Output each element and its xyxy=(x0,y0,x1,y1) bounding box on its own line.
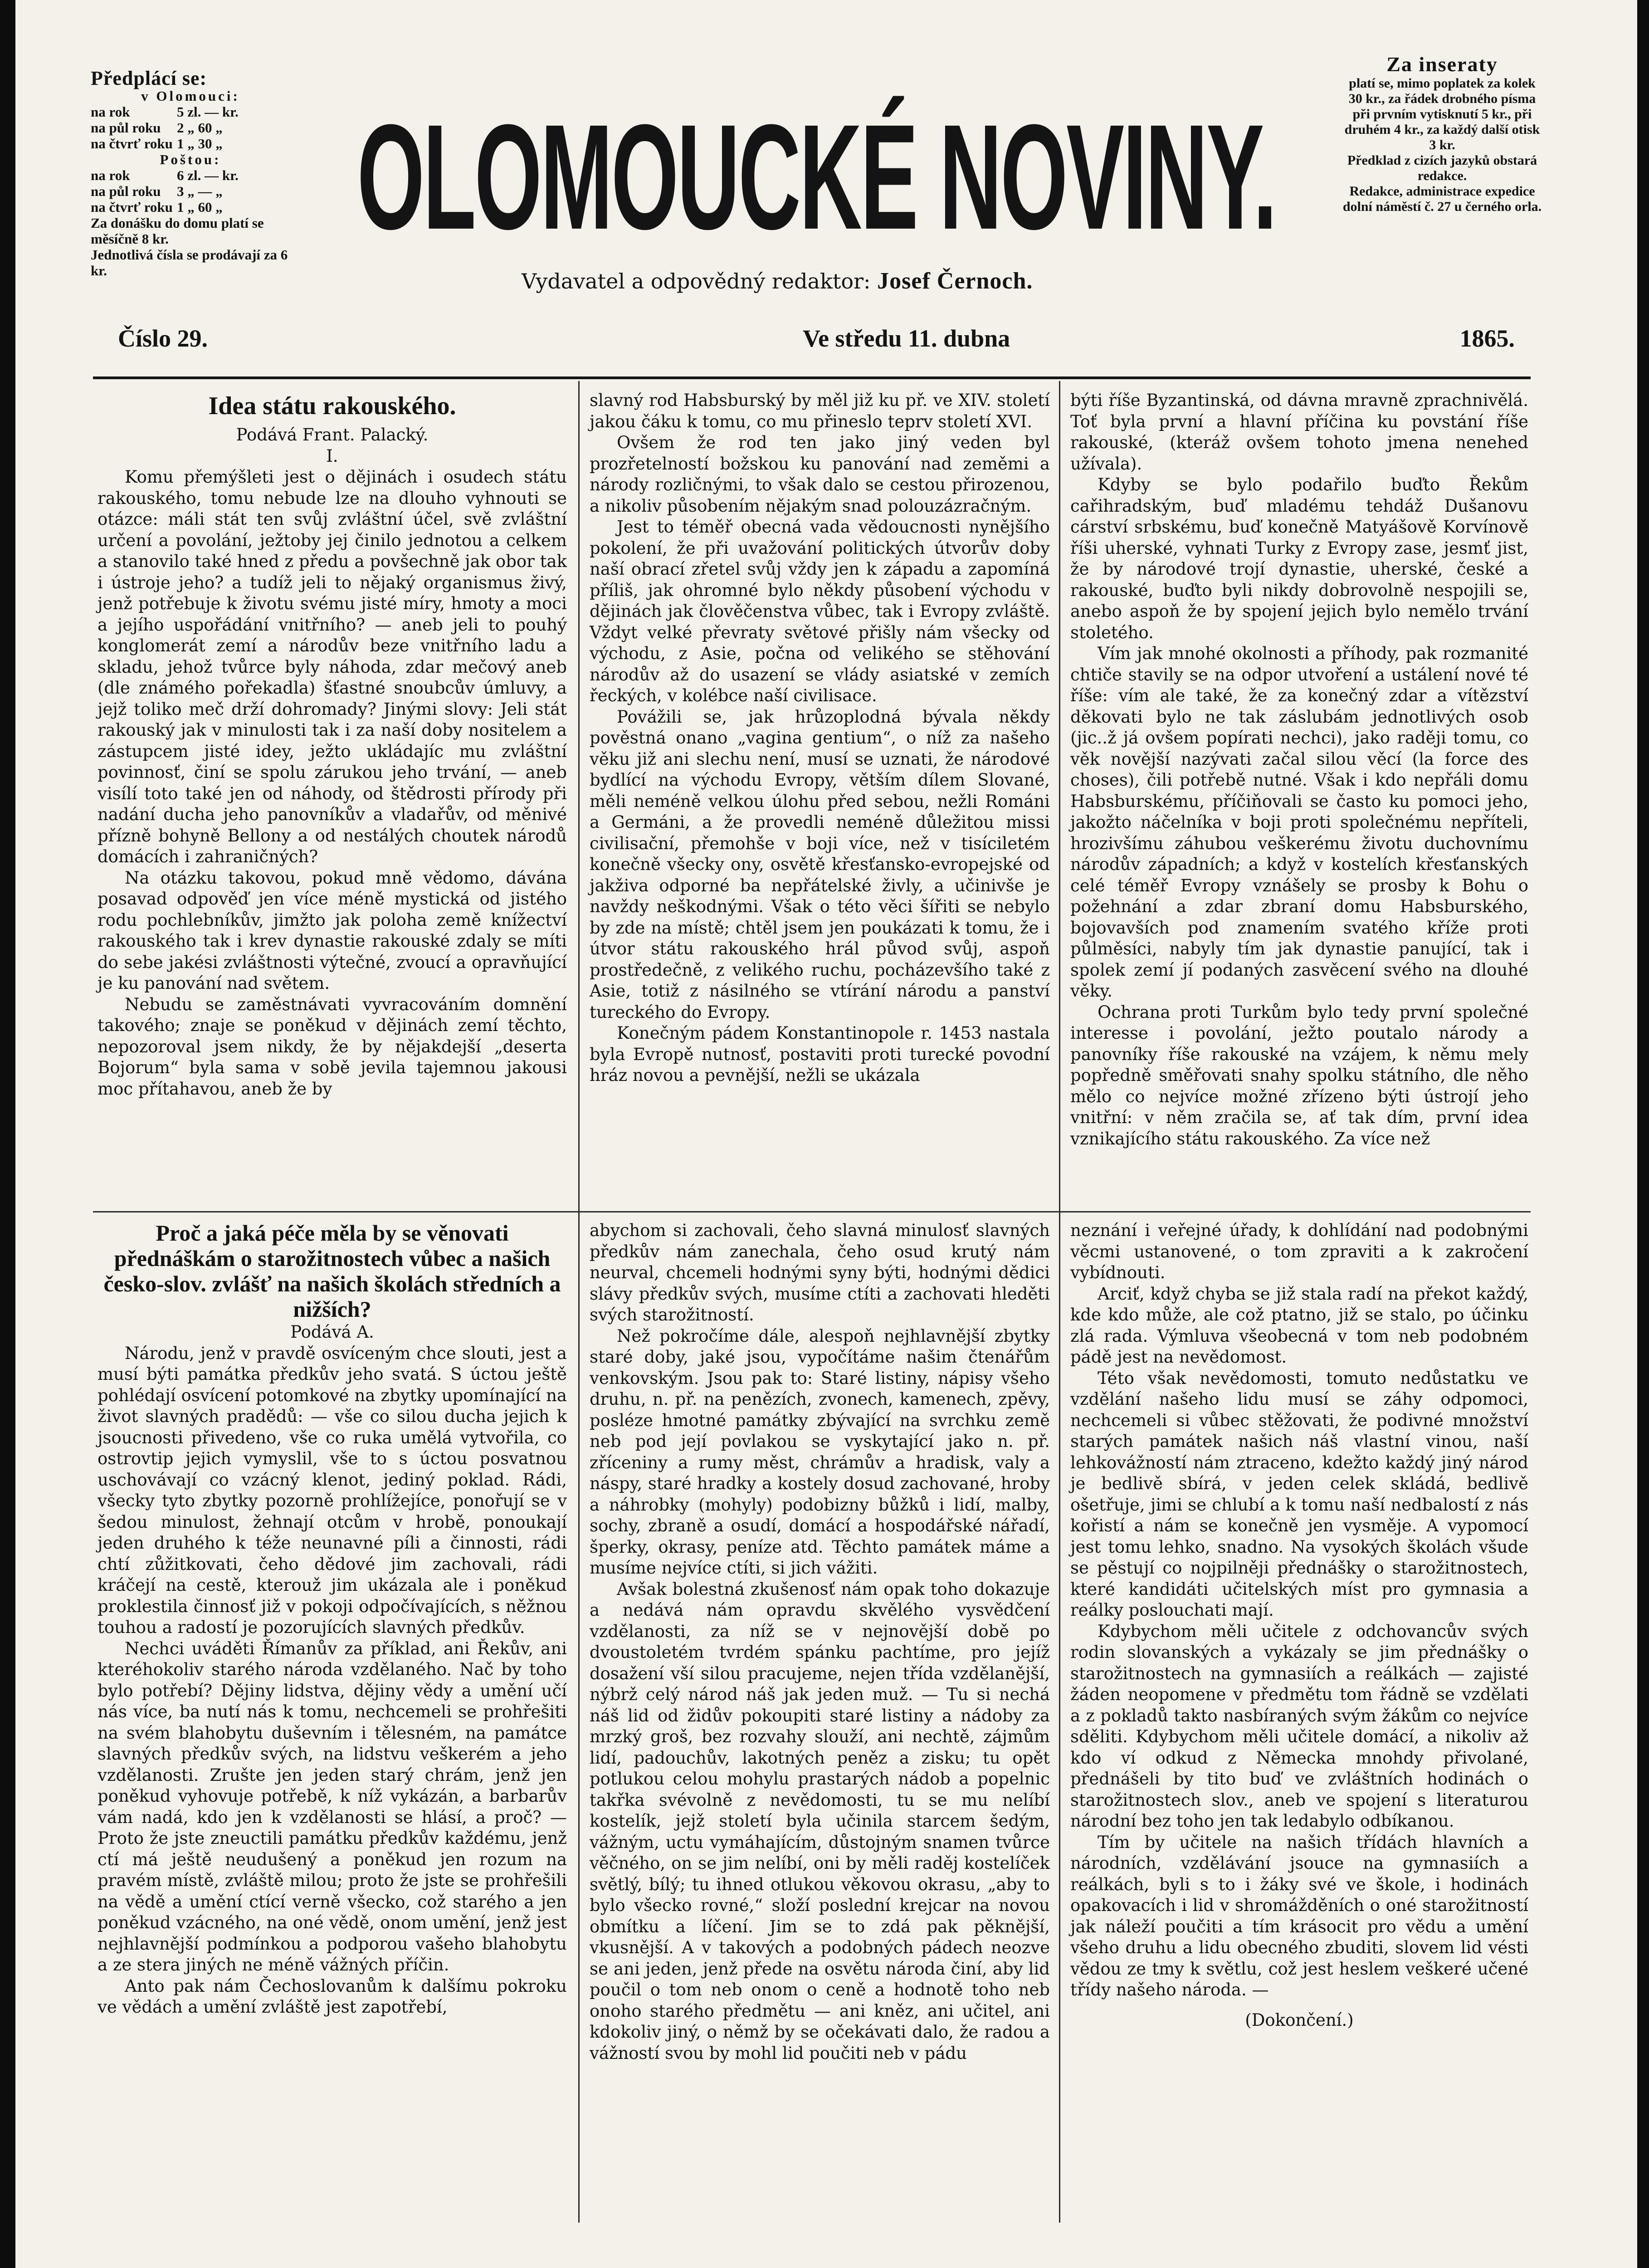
editor-name: Josef Černoch. xyxy=(877,268,1033,294)
single-issue-note: Jednotlivá čísla se prodávají za 6 kr. xyxy=(91,247,288,279)
paragraph: Ochrana proti Turkům bylo tedy první společné interesse i povolání, ježto poutalo národy a panovníky říše rakouské na vzájem, k němu mely popředně směřovati snahy spolku státního, dle něho mělo co nejvíce možné zřízeno býti ústrojí jeho vnitřní: v něm zračila se, ať tak dím, první idea vznikajícího státu rakouského. Za více než xyxy=(1070,1002,1528,1149)
article1-column-2 xyxy=(590,390,1050,1086)
scan-border-right xyxy=(1637,0,1649,2268)
paragraph: Avšak bolestná zkušenosť nám opak toho dokazuje a nedává nám opravdu skvělého vysvědčení vzdělanosti, za níž se v nejnovější době po dvoustoletém tvrdém spánku pachtíme, pro jejíž dosažení vší silou pracujeme, nejen třída vzdělanější, nýbrž celý národ náš jak jeden muž. — Tu si nechá náš lid od židův pokoupiti staré listiny a nádoby za mrzký groš, bez rozvahy slouží, ani nechtě, zájmům lidí, padouchův, lakotných peněz a zisku; tu opět potlukou celou mohylu prastarých nádob a popelnic takřka svévolně z nevědomosti, tu se mu nelíbí kostelík, jejž století byla učinila starcem šedým, vážným, uctu vymáhajícím, důstojným snamen tvůrce věčného, on se jim nelíbí, oni by měli raděj kostelíček světlý, bílý; tu ihned otlukou věkovou okrasu, „aby to bylo všecko rovné,“ složí poslední krejcar na novou obmítku a líčení. Jim se to zdá pak pěknější, vkusnější. A v takových a podobných pádech neozve se ani jeden, jenž přede na osvětu národa činí, aby lid poučil o tom neb onom o ceně a hodnotě toho neb onoho starého předmětu — ani kněz, ani učitel, ani kdokoliv jiný, o němž by se očekávati dalo, že radou a vážností svou by mohl lid poučiti neb v pádu xyxy=(590,1579,1050,2063)
paragraph: Kdyby se bylo podařilo buďto Řekům cařihradským, buď mladému tehdáž Dušanovu cárství srbskému, buď konečně Matyášově Korvínově říši uherské, vyhnati Turky z Evropy zase, jesmť jist, že by národové trojí dynastie, uherské, české a rakouské, buďto byli nikdy dobrovolně nespojili se, anebo aspoň že by spojení jejich bylo nemělo trvání stoletého. xyxy=(1070,475,1528,642)
section-divider xyxy=(93,1211,1531,1212)
column-divider xyxy=(578,381,580,2223)
article2-column-2 xyxy=(590,1220,1050,2064)
subscription-row: na rok 6 zl. — kr. xyxy=(91,167,239,183)
continuation-note: (Dokončení.) xyxy=(1245,2010,1354,2030)
ads-rates: platí se, mimo poplatek za kolek 30 kr., za řádek drobného písma při prvním vytisknutí 5 kr., při druhém 4 kr., za každý další otisk 3 kr. xyxy=(1344,76,1540,152)
paragraph: Vím jak mnohé okolnosti a příhody, pak rozmanité chtiče stavily se na odpor utvoření a ustálení nové té říše: vím ale také, že za konečný zdar a vítězství děkovati bylo ne tak záslubám jednotlivých osob (jic..ž já ovšem popírati nechci), jako raději tomu, co věk novější nazývati začal silou věcí (la force des choses), čili potřebě nutné. Však i kdo nepřáli domu Habsburskému, příčiňovali se často ku pomoci jeho, jakožto náčelníka v boji proti společnému nepříteli, hrozivšímu záhubou veškerému životu duchovnímu národův západních; a když v kostelích křesťanských celé téměř Evropy vznášely se prosby k Bohu o požehnání a zdar zbraní domu Habsburského, bojovavších pod znamením svatého kříže proti půlměsíci, nabyly tím jak dynastie panující, tak i spolek zemí jí podaných zasvěcení svého na dlouhé věky. xyxy=(1070,644,1528,1001)
paragraph: Tím by učitele na našich třídách hlavních a národních, vzdělávání jsouce na gymnasiích a reálkách, byli s to i žáky své ve škole, i hodinách opakovacích i lid v shromážděních o oné starožitností jak náleží poučiti a tím krásocit pro vědu a umění všeho druhu a lidu obecného zbuditi, slovem lid vésti vědou ze tmy k světlu, což jest heslem veškeré učené třídy našeho národa. — xyxy=(1070,1832,1528,1999)
article2-title: Proč a jaká péče měla by se věnovati přednáškám o starožitnostech vůbec a našich česko-slov. zvlášť na našich školách středních a nižších? xyxy=(103,1220,561,1322)
subscription-row: na čtvrť roku 1 „ 60 „ xyxy=(91,199,223,215)
column-divider xyxy=(1059,381,1060,2223)
paragraph: Jest to téměř obecná vada vědoucnosti nynějšího pokolení, že při uvažování politických útvorův doby naší obrací zřetel svůj vždy jen k západu a zapomíná příliš, jak ohromné bylo někdy působení východu v dějinách jak člověčenstva vůbec, tak i Evropy zvláště. Vždyt velké převraty světové přišly nám všecky od východu, z Asie, počna od velikého se stěhování národův až do usazení se vlády asiatské v zemích řeckých, v kolébce naší civilisace. xyxy=(590,517,1050,705)
issue-year: 1865. xyxy=(1459,325,1515,352)
ads-address: Redakce, administrace expedice dolní náměstí č. 27 u černého orla. xyxy=(1342,184,1542,214)
paragraph: neznání i veřejné úřady, k dohlídání nad podobnými věcmi ustanovené, o tom zpraviti a k zakročení vybídnouti. xyxy=(1070,1221,1528,1282)
paragraph: Konečným pádem Konstantinopole r. 1453 nastala byla Evropě nutnosť, postaviti proti turecké povodní hráz novou a pevnější, nežli se ukázala xyxy=(590,1023,1050,1085)
advertising-box xyxy=(1342,53,1542,215)
paragraph: abychom si zachovali, čeho slavná minulosť slavných předkův nám zanechala, čeho osud krutý nám neurval, chcemeli hodnými syny býti, hodnými dědici slávy předkův svých, musíme ctíti a zachovati hleděti svých starožitností. xyxy=(590,1221,1050,1325)
editor-label: Vydavatel a odpovědný redaktor: xyxy=(522,269,871,293)
paragraph: býti říše Byzantinská, od dávna mravně zprachnivělá. Toť byla první a hlavní příčina ku povstání říše rakouské, (kteráž ovšem tohoto jmena nenehed užívala). xyxy=(1070,391,1528,474)
paragraph: Národu, jenž v pravdě osvíceným chce slouti, jest a musí býti památka předkův jeho svatá. S úctou ještě pohlédají osvícení potomkové na zbytky upomínající na život slavných pradědů: — vše co silou ducha jejich k jsoucnosti přivedeno, vše co ruka umělá vytvořila, co ostrovtip jejich vymyslil, vše to s úctou posvatnou uschovávají co vzácný klenot, jediný poklad. Rádi, všecky tyto zbytky pozorně prohlížejíce, ponořují se v šedou minulost, žehnají otcům v hrobě, ponoukají jeden druhého k téže neunavné píli a činnosti, rádi chtí zůžitkovati, čeho dědové jim zachovali, rádi kráčejí na cestě, kterouž jim ukázala ale i poněkud proklestila činnosť již v pokoji odpočívajících, s něžnou touhou a radostí je pozorujících slavných předkův. xyxy=(98,1343,567,1637)
paragraph: slavný rod Habsburský by měl již ku př. ve XIV. století jakou čáku k tomu, co mu přineslo teprv století XVI. xyxy=(590,391,1050,431)
subscription-row: na půl roku 3 „ — „ xyxy=(91,183,223,199)
paragraph: Této však nevědomosti, tomuto nedůstatku ve vzdělání našeho lidu musí se záhy odpomoci, nechcemeli si vůbec stěžovati, že podivné množství starých památek našich náš vlastní vinou, naší lehkovážností nám ztraceno, kdežto každý jiný národ je bedlivě sbírá, v jeden celek skládá, bedlivě ošetřuje, jimi se chlubí a k tomu naší nedbalostí z nás kořistí a nám se konečně jen vysměje. A vypomocí jest tomu lehko, snadno. Na vysokých školách všude se pěstují co nojpilněji přednášky o starožitnostech, které kandidáti učitelských míst pro gymnasia a reálky poslouchati mají. xyxy=(1070,1368,1528,1620)
article1-column-1 xyxy=(98,390,567,1100)
paragraph: Povážili se, jak hrůzoplodná bývala někdy pověstná onano „vagina gentium“, o níž za našeho věku již ani slechu není, musí se uznati, že národové bydlící na východu Evropy, větším dílem Slované, měli neméně velkou úlohu před sebou, nežli Románi a Germáni, a že provedli neméně důležitou missi civilisační, přemohše v boji více, než v tisíciletém konečně všecky ony, osvětě křesťansko-evropejské od jakživa odporné ba nepřátelské živly, a učinivše je navždy neškodnými. Však o této věci šířiti se nebylo by zde na místě; chtěl jsem jen poukázati k tomu, že i útvor státu rakouského hrál původ svůj, aspoň prostředečně, z velikého ruchu, pocházevšího také z Asie, totiž z násilného se vtírání národu a panství tureckého do Evropy. xyxy=(590,707,1050,1022)
paragraph: Nebudu se zaměstnávati vyvracováním domnění takového; znaje se poněkud v dějinách zemí těchto, nepozoroval jsem nikdy, že by nějakdejší „deserta Bojorum“ byla sama v sobě jevila tajemnou jakousi moc přítahavou, aneb že by xyxy=(98,994,567,1099)
ads-translation-note: Předklad z cizích jazyků obstará redakce. xyxy=(1347,153,1537,183)
header-rule xyxy=(93,376,1531,379)
article2-byline: Podává A. xyxy=(290,1322,374,1342)
newspaper-title: OLOMOUCKÉ NOVINY. xyxy=(357,93,1276,260)
paragraph: Ovšem že rod ten jako jiný veden byl prozřetelností božskou ku panování nad zeměmi a národy rozličnými, to však dalo se cestou přirozenou, a nikoliv působením nějakým snad polouzázračným. xyxy=(590,433,1050,516)
paragraph: Komu přemýšleti jest o dějinách i osudech státu rakouského, tomu nebude lze na dlouho vyhnouti se otázce: máli stát ten svůj zvláštní účel, svě zvláštní určení a povolání, ježtoby jej činilo jednotou a celkem a stanovilo také hned z předu a povšechně jak obor tak i ústroje jeho? a tudíž jeli to nějaký organismus živý, jenž potřebuje k životu svému jisté míry, hmoty a moci a jejího uspořádání vnitřního? — aneb jeli to pouhý konglomerát zemí a národův beze vnitřního ladu a skladu, jehož tvůrce byly náhoda, zdar mečový aneb (dle známého pořekadla) šťastné snoubcův úmluvy, a jejž toliko meč drží dohromady? Jinými slovy: Jeli stát rakouský jak v minulosti tak i za naší doby nositelem a zástupcem jisté idey, ježto ukládajíc mu zvláštní povinnosť, činí se spolu zárukou jeho trvání, — aneb visílí toto také jen od náhody, od štědrosti přírody při nadání ducha jeho panovníkův a vladařův, od měnivé přízně bohyně Bellony a od nestálých choutek národů domácích i zahraničných? xyxy=(98,467,567,866)
subscription-local-label: v Olomouci: xyxy=(141,88,240,104)
issue-date: Ve středu 11. dubna xyxy=(803,325,1010,352)
ads-header: Za inseraty xyxy=(1386,53,1498,76)
article1-byline: Podává Frant. Palacký. xyxy=(236,425,429,445)
paragraph: Než pokročíme dále, alespoň nejhlavnější zbytky staré doby, jaké jsou, vypočítáme našim čtenářům venkovským. Jsou pak to: Staré listiny, nápisy všeho druhu, n. př. na penězích, zvonech, kamenech, zpěvy, posléze hmotné památky zbývající na svrchku země neb pod její povlakou se vyskytající jako n. př. zříceniny a rumy měst, chrámův a hradisk, valy a náspy, staré hradky a kostely dosud zachované, hroby a náhrobky (mohyly) podobizny bůžků i lidí, malby, sochy, zbraně a osudí, domácí a hospodářské nářadí, šperky, okrasy, peníze atd. Těchto památek máme a musíme nejvíce ctíti, si jich vážiti. xyxy=(590,1326,1050,1578)
subscription-row: na čtvrť roku 1 „ 30 „ xyxy=(91,136,223,152)
editor-line xyxy=(522,268,1156,294)
delivery-note: Za donášku do domu platí se měsíčně 8 kr. xyxy=(91,215,264,247)
article1-part: I. xyxy=(326,446,338,466)
scan-border-left xyxy=(0,0,15,2268)
issue-number: Číslo 29. xyxy=(118,325,208,352)
subscription-box xyxy=(91,67,290,279)
subscription-row: na rok 5 zl. — kr. xyxy=(91,104,239,120)
masthead xyxy=(327,91,1306,263)
paragraph: Na otázku takovou, pokud mně vědomo, dávána posavad odpověď jen více méně mystická od jistého rodu pochlebníkův, jimžto jak poloha země knížectví rakouského tak i krev dynastie rakouské zdaly se míti do sebe jakési zvláštnosti výtečné, zvoucí a opravňující je ku panování nad světem. xyxy=(98,868,567,993)
article2-column-3 xyxy=(1070,1220,1528,2031)
article2-column-1 xyxy=(98,1220,567,2018)
subscription-header: Předplácí se: xyxy=(91,67,207,89)
paragraph: Anto pak nám Čechoslovanům k dalšímu pokroku ve vědách a umění zvláště jest zapotřebí, xyxy=(98,1976,567,2017)
paragraph: Kdybychom měli učitele z odchovancův svých rodin slovanských a vykázaly se jim přednášky o starožitnostech na gymnasiích a reálkách — zajisté žáden neopomene v předmětu tom řádně se vzdělati a z pokladů takto nasbíraných svým žákům co nejvíce sděliti. Kdybychom měli učitele domácí, a nikoliv až kdo ví odkud z Německa mnohdy přivolané, přednášeli by tito buď ve zvláštních hodinách o starožitnostech slov., aneb ve spojení s literaturou národní bez toho jen tak ledabylo odbíkanou. xyxy=(1070,1621,1528,1831)
paragraph: Nechci uváděti Římanův za příklad, ani Řekův, ani kteréhokoliv starého národa vzdělaného. Nač by toho bylo potřebí? Dějiny lidstva, dějiny vědy a umění učí nás více, ba nutí nás k tomu, nechcemeli se prohřešiti na svém blahobytu duševním i tělesném, na památce slavných předkův svých, na lidstvu veškerém a jeho vzdělanosti. Zrušte jen jeden starý chrám, jenž jen poněkud vyhovuje potřebě, k níž vykázán, a barbarův vám nadá, kdo jen k vzdělanosti se hlásí, a proč? — Proto že jste zneuctili památku předkův každému, jenž ctí má ještě neudušený a poněkud jen rozum na pravém místě, zvláště milou; proto že jste se prohřešili na vědě a umění ctící verně všecko, což starého a jen poněkud vzácného, na oné vědě, onom umění, jenž jest nejhlavnější podmínkou a podporou vašeho blahobytu a ze stera jiných ne méně vážných příčin. xyxy=(98,1638,567,1975)
subscription-post-label: Poštou: xyxy=(160,152,221,167)
article1-title: Idea státu rakouského. xyxy=(208,392,456,420)
article1-column-3 xyxy=(1070,390,1528,1149)
issue-bar xyxy=(91,324,1515,356)
subscription-row: na půl roku 2 „ 60 „ xyxy=(91,120,223,136)
paragraph: Arciť, když chyba se již stala radí na překot každý, kde kdo může, ale což ptatno, již se stalo, po účinku zlá rada. Výmluva všeobecná v tom neb podobném pádě jest na nevědomost. xyxy=(1070,1284,1528,1367)
